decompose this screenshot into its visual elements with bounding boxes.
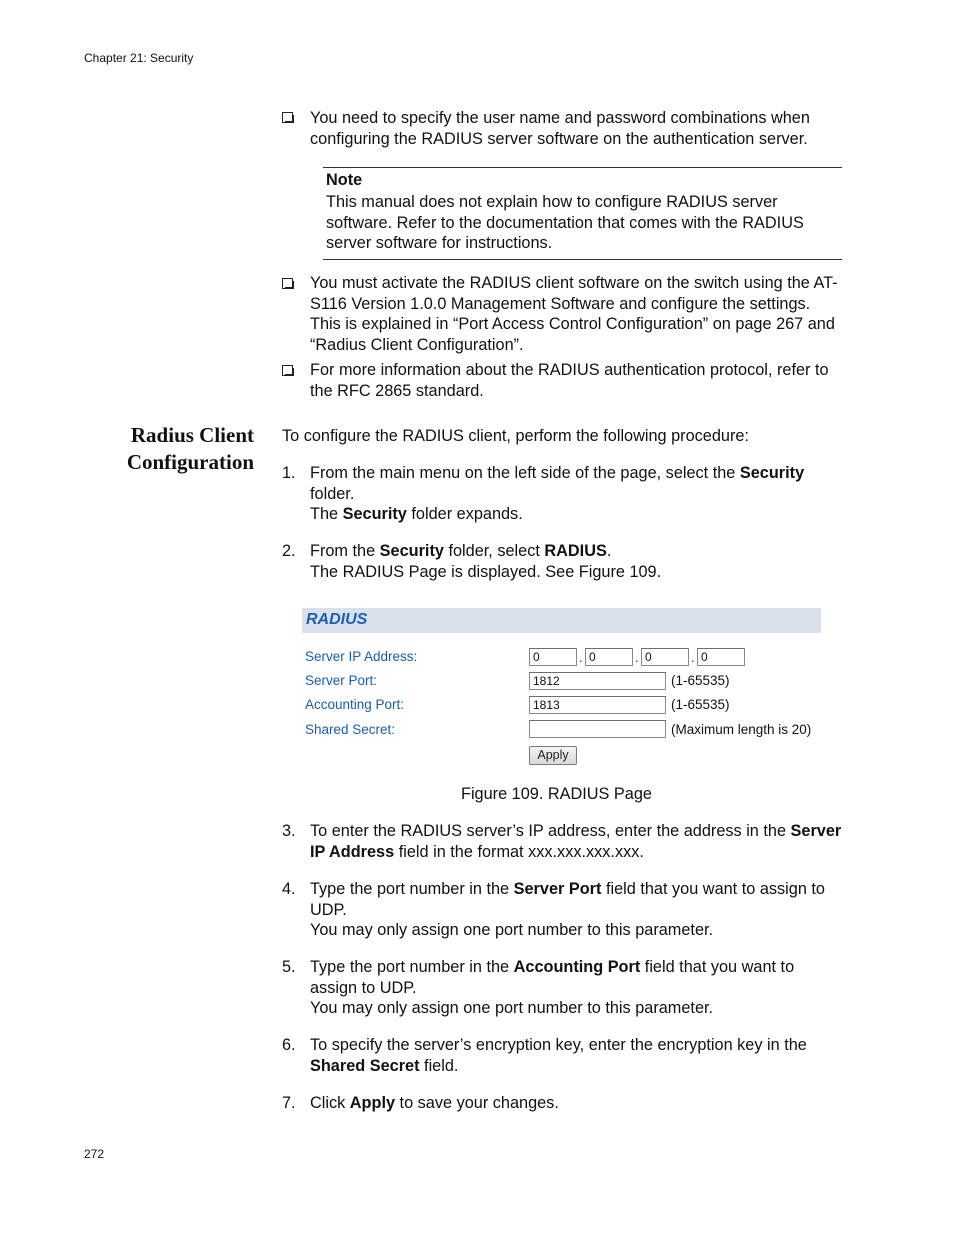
accounting-port-label: Accounting Port: [305, 697, 405, 712]
ip-separator: . [691, 650, 695, 665]
bullet-text: You must activate the RADIUS client software on the switch using the AT-S116 Version 1.0.0 Management Software and configure the settings. This is explained in “Port Access Control Configuration” on page 267 and “Radius Client Configuration”. [310, 274, 838, 354]
page-number: 272 [84, 1147, 105, 1161]
step-5: Type the port number in the Accounting Port field that you want to assign to UDP. You may only assign one port number to this parameter. [310, 958, 795, 1017]
shared-secret-label: Shared Secret: [305, 722, 396, 737]
radius-panel-header [302, 608, 821, 633]
step-number: 6. [282, 1036, 296, 1054]
bullet-text: For more information about the RADIUS authentication protocol, refer to the RFC 2865 standard. [310, 361, 829, 400]
bullet-icon [282, 365, 294, 377]
server-ip-octet-2[interactable] [585, 648, 633, 666]
bullet-text: You need to specify the user name and password combinations when configuring the RADIUS server software on the authentication server. [310, 109, 810, 148]
section-heading [100, 422, 254, 476]
step-7: Click Apply to save your changes. [310, 1094, 559, 1112]
accounting-port-input[interactable] [529, 696, 666, 714]
step-2: From the Security folder, select RADIUS. The RADIUS Page is displayed. See Figure 109. [310, 542, 662, 581]
server-port-input[interactable] [529, 672, 666, 690]
step-number: 5. [282, 958, 296, 976]
note-bottom-rule [323, 259, 842, 260]
step-6: To specify the server’s encryption key, enter the encryption key in the Shared Secret field. [310, 1036, 807, 1075]
bullet-icon [282, 112, 294, 124]
accounting-port-range: (1-65535) [671, 697, 730, 712]
step-number: 3. [282, 822, 296, 840]
figure-caption: Figure 109. RADIUS Page [461, 785, 652, 803]
shared-secret-input[interactable] [529, 720, 666, 738]
bullet-icon [282, 278, 294, 290]
server-ip-octet-4[interactable] [697, 648, 745, 666]
step-4: Type the port number in the Server Port field that you want to assign to UDP. You may only assign one port number to this parameter. [310, 880, 825, 939]
ip-separator: . [579, 650, 583, 665]
note-body: This manual does not explain how to configure RADIUS server software. Refer to the documentation that comes with the RADIUS server software for instructions. [326, 193, 804, 252]
server-ip-label: Server IP Address: [305, 649, 418, 664]
chapter-header: Chapter 21: Security [84, 51, 194, 65]
section-heading-line2: Configuration [126, 450, 254, 474]
ip-separator: . [635, 650, 639, 665]
section-heading-line1: Radius Client [130, 423, 254, 447]
server-port-label: Server Port: [305, 673, 378, 688]
step-3: To enter the RADIUS server’s IP address, enter the address in the Server IP Address field in the format xxx.xxx.xxx.xxx. [310, 822, 842, 861]
shared-secret-hint: (Maximum length is 20) [671, 722, 812, 737]
radius-panel-title: RADIUS [306, 611, 368, 628]
note-title: Note [326, 171, 363, 189]
step-1: From the main menu on the left side of the page, select the Security folder. The Security folder expands. [310, 464, 805, 523]
apply-button[interactable]: Apply [529, 746, 577, 765]
step-number: 1. [282, 464, 296, 482]
server-ip-octet-1[interactable] [529, 648, 577, 666]
step-number: 4. [282, 880, 296, 898]
section-intro: To configure the RADIUS client, perform the following procedure: [282, 427, 749, 445]
step-number: 2. [282, 542, 296, 560]
step-number: 7. [282, 1094, 296, 1112]
server-ip-octet-3[interactable] [641, 648, 689, 666]
note-top-rule [323, 167, 842, 168]
server-port-range: (1-65535) [671, 673, 730, 688]
